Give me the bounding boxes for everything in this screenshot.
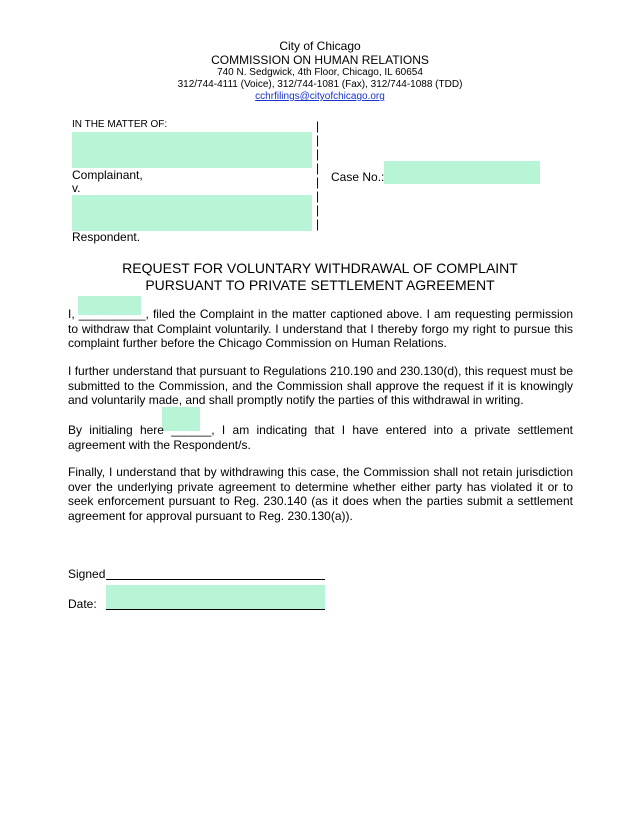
initials-blank: ______ — [171, 423, 212, 437]
signed-label: Signed — [68, 567, 106, 581]
date-line — [106, 609, 325, 610]
complainant-label: Complainant, — [72, 168, 143, 182]
versus-label: v. — [72, 181, 81, 195]
email-link[interactable]: cchrfilings@cityofchicago.org — [255, 91, 385, 102]
case-no-label: Case No.: — [331, 170, 385, 184]
divider-bar: | — [316, 217, 320, 231]
respondent-label: Respondent. — [72, 230, 141, 244]
divider-bar: | — [316, 161, 320, 175]
p3-rest: , I am indicating that I have entered into a private settlement agreement with the Respondent/s. — [68, 423, 573, 452]
phone-line: 312/744-4111 (Voice), 312/744-1081 (Fax), 312/744-1088 (TDD) — [177, 79, 463, 90]
form-title-line2: PURSUANT TO PRIVATE SETTLEMENT AGREEMENT — [145, 277, 495, 293]
p1-start: I, — [68, 307, 79, 321]
paragraph-initial — [68, 423, 573, 452]
paragraph-jurisdiction: Finally, I understand that by withdrawing this case, the Commission shall not retain jurisdiction over the underlying private agreement to determine whether either party has violated it or to seek enforcement pursuant to Reg. 230.140 (as it does when the parties submit a settlement agreement for approval pursuant to Reg. 230.130(a)). — [68, 465, 573, 523]
divider-bar: | — [316, 203, 320, 217]
city-name: City of Chicago — [279, 39, 361, 53]
date-label: Date: — [68, 597, 97, 611]
name-blank: __________ — [78, 307, 146, 321]
email-line — [0, 91, 640, 102]
date-field[interactable] — [106, 585, 325, 610]
divider-bar: | — [316, 175, 320, 189]
p3-start: By initialing here — [68, 423, 172, 437]
respondent-name-field[interactable] — [72, 195, 312, 231]
form-title-line1: REQUEST FOR VOLUNTARY WITHDRAWAL OF COMPLAINT — [122, 260, 518, 276]
divider-bar: | — [316, 119, 320, 133]
commission-name: COMMISSION ON HUMAN RELATIONS — [211, 53, 429, 67]
case-no-field[interactable] — [384, 161, 540, 184]
divider-bar: | — [316, 147, 320, 161]
divider-bar: | — [316, 189, 320, 203]
matter-label: IN THE MATTER OF: — [72, 119, 168, 130]
paragraph-regulations: I further understand that pursuant to Regulations 210.190 and 230.130(d), this request must be submitted to the Commission, and the Commission shall approve the request if it is knowingly and voluntarily made, and shall promptly notify the parties of this withdrawal in writing. — [68, 364, 573, 407]
divider-bar: | — [316, 133, 320, 147]
p1-rest: , filed the Complaint in the matter captioned above. I am requesting permission to withdraw that Complaint voluntarily. I understand that I thereby forgo my right to pursue this complaint further before the Chicago Commission on Human Relations. — [68, 307, 573, 350]
complainant-name-field[interactable] — [72, 132, 312, 168]
paragraph-withdraw-request — [68, 307, 573, 351]
address-line: 740 N. Sedgwick, 4th Floor, Chicago, IL 60654 — [217, 67, 423, 78]
signature-line[interactable] — [106, 579, 325, 580]
